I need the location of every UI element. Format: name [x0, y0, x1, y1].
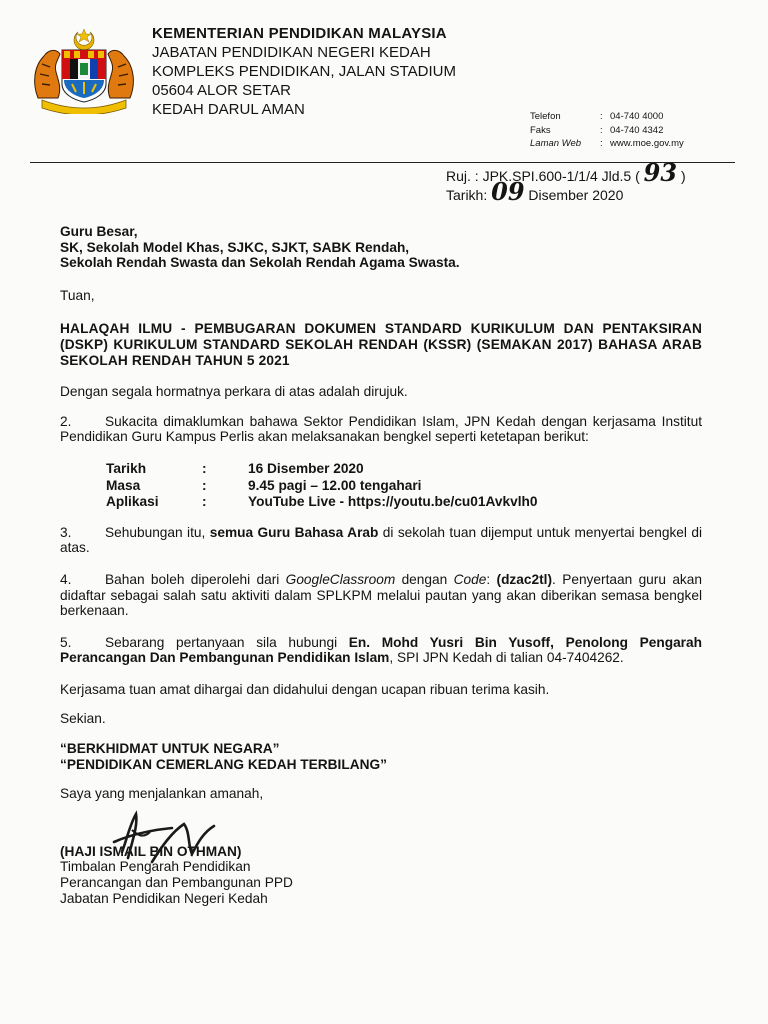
address-line-2: 05604 ALOR SETAR [152, 82, 291, 99]
paragraph-5-text: Sebarang pertanyaan sila hubungi [105, 634, 349, 650]
schedule-value: 16 Disember 2020 [248, 460, 364, 476]
paragraph-5 [60, 635, 702, 666]
schedule-colon: : [202, 460, 207, 476]
fax-value: 04-740 4342 [610, 124, 664, 136]
event-schedule [106, 461, 702, 511]
paragraph-4-text: Bahan boleh diperolehi dari [105, 571, 286, 587]
paragraph-3 [60, 525, 702, 556]
schedule-key: Tarikh [106, 460, 147, 476]
reference-close: ) [680, 168, 686, 184]
paragraph-3-text: Sehubungan itu, [105, 524, 210, 540]
phone-value: 04-740 4000 [610, 111, 664, 122]
department-name: JABATAN PENDIDIKAN NEGERI KEDAH [152, 44, 431, 61]
signatory-title-3: Jabatan Pendidikan Negeri Kedah [60, 890, 268, 906]
paragraph-6: Kerjasama tuan amat dihargai dan didahului dengan ucapan ribuan terima kasih. [60, 681, 550, 697]
website-value: www.moe.gov.my [610, 138, 684, 149]
reference-number [446, 158, 686, 187]
contact-row-web: Laman Web : www.moe.gov.my [530, 138, 684, 149]
paragraph-5-text-end: , SPI JPN Kedah di talian 04-7404262. [389, 650, 624, 666]
google-classroom-text: GoogleClassroom [285, 571, 396, 587]
schedule-key: Aplikasi [106, 494, 159, 510]
malaysia-coat-of-arms-icon [28, 28, 140, 114]
paragraph-4 [60, 572, 702, 619]
signatory-title-2: Perancangan dan Pembangunan PPD [60, 875, 293, 891]
phone-label: Telefon [530, 111, 561, 122]
sign-off: Saya yang menjalankan amanah, [60, 786, 264, 802]
schedule-key: Masa [106, 477, 141, 493]
schedule-colon: : [202, 477, 207, 493]
schedule-row-date [106, 461, 702, 478]
schedule-row-app [106, 494, 702, 511]
date-month-year: Disember 2020 [528, 187, 624, 203]
reference-handwritten-number: 93 [643, 158, 678, 187]
slogans [60, 741, 702, 772]
closing: Sekian. [60, 711, 106, 727]
paragraph-4-number: 4. [60, 571, 72, 587]
contact-person: En. Mohd Yusri Bin Yusoff, Penolong Pengarah Perancangan Dan Pembangunan Pendidikan Islam [60, 634, 702, 666]
ministry-name: KEMENTERIAN PENDIDIKAN MALAYSIA [152, 25, 447, 42]
paragraph-4-colon: : [486, 571, 497, 587]
schedule-value: 9.45 pagi – 12.00 tengahari [248, 477, 422, 493]
contact-info [530, 110, 684, 151]
recipient-line-3: Sekolah Rendah Swasta dan Sekolah Rendah Agama Swasta. [60, 255, 460, 271]
date-label: Tarikh: [446, 187, 488, 203]
paragraph-2 [60, 414, 702, 445]
classroom-code: (dzac2tl) [496, 571, 553, 587]
paragraph-3-number: 3. [60, 524, 72, 540]
reference-date [446, 177, 686, 206]
schedule-colon: : [202, 494, 207, 510]
paragraph-1: Dengan segala hormatnya perkara di atas adalah dirujuk. [60, 384, 408, 400]
schedule-row-time [106, 478, 702, 495]
recipient-block [60, 224, 702, 271]
paragraph-3-text-end: di sekolah tuan dijemput untuk menyertai bengkel di atas. [60, 524, 703, 556]
website-label: Laman Web [530, 138, 582, 149]
handwritten-signature [92, 802, 232, 872]
address-line-3: KEDAH DARUL AMAN [152, 101, 305, 118]
agency-letterhead [152, 24, 456, 119]
paragraph-2-text: Sukacita dimaklumkan bahawa Sektor Pendidikan Islam, JPN Kedah dengan kerjasama Institut Pendidikan Guru Kampus Perlis akan melaksanakan bengkel seperti ketetapan berikut: [60, 413, 702, 445]
contact-row-fax: Faks : 04-740 4342 [530, 124, 664, 136]
salutation: Tuan, [60, 287, 95, 303]
code-label: Code [453, 571, 487, 587]
paragraph-2-number: 2. [60, 413, 72, 429]
paragraph-4-text-2: dengan [395, 571, 454, 587]
paragraph-4-text-end: . Penyertaan guru akan didaftar sebagai salah satu aktiviti dalam SPLKPM melalui pautan yang akan diberikan semasa bengkel berkenaan. [60, 571, 703, 619]
reference-text: Ruj. : JPK.SPI.600-1/1/4 Jld.5 ( [446, 168, 640, 184]
paragraph-5-number: 5. [60, 634, 72, 650]
recipient-line-1: Guru Besar, [60, 224, 138, 239]
signatory-name: (HAJI ISMAIL BIN OTHMAN) [60, 843, 242, 859]
letter-subject: HALAQAH ILMU - PEMBUGARAN DOKUMEN STANDARD KURIKULUM DAN PENTAKSIRAN (DSKP) KURIKULUM STANDARD SEKOLAH RENDAH (KSSR) (SEMAKAN 2017) BAHASA ARAB SEKOLAH RENDAH TAHUN 5 2021 [60, 321, 702, 368]
address-line-1: KOMPLEKS PENDIDIKAN, JALAN STADIUM [152, 63, 456, 80]
youtube-live-link[interactable]: YouTube Live - https://youtu.be/cu01Avkvlh0 [248, 494, 538, 510]
slogan-2: “PENDIDIKAN CEMERLANG KEDAH TERBILANG” [60, 756, 387, 772]
signatory-title-1: Timbalan Pengarah Pendidikan [60, 859, 251, 875]
reference-block [446, 158, 686, 206]
recipient-line-2: SK, Sekolah Model Khas, SJKC, SJKT, SABK Rendah, [60, 239, 410, 255]
header-divider [30, 162, 735, 163]
fax-label: Faks [530, 124, 551, 136]
contact-row-phone: Telefon : 04-740 4000 [530, 111, 664, 122]
paragraph-3-emphasis: semua Guru Bahasa Arab [209, 524, 379, 540]
slogan-1: “BERKHIDMAT UNTUK NEGARA” [60, 741, 280, 757]
date-handwritten-day: 09 [491, 177, 525, 206]
